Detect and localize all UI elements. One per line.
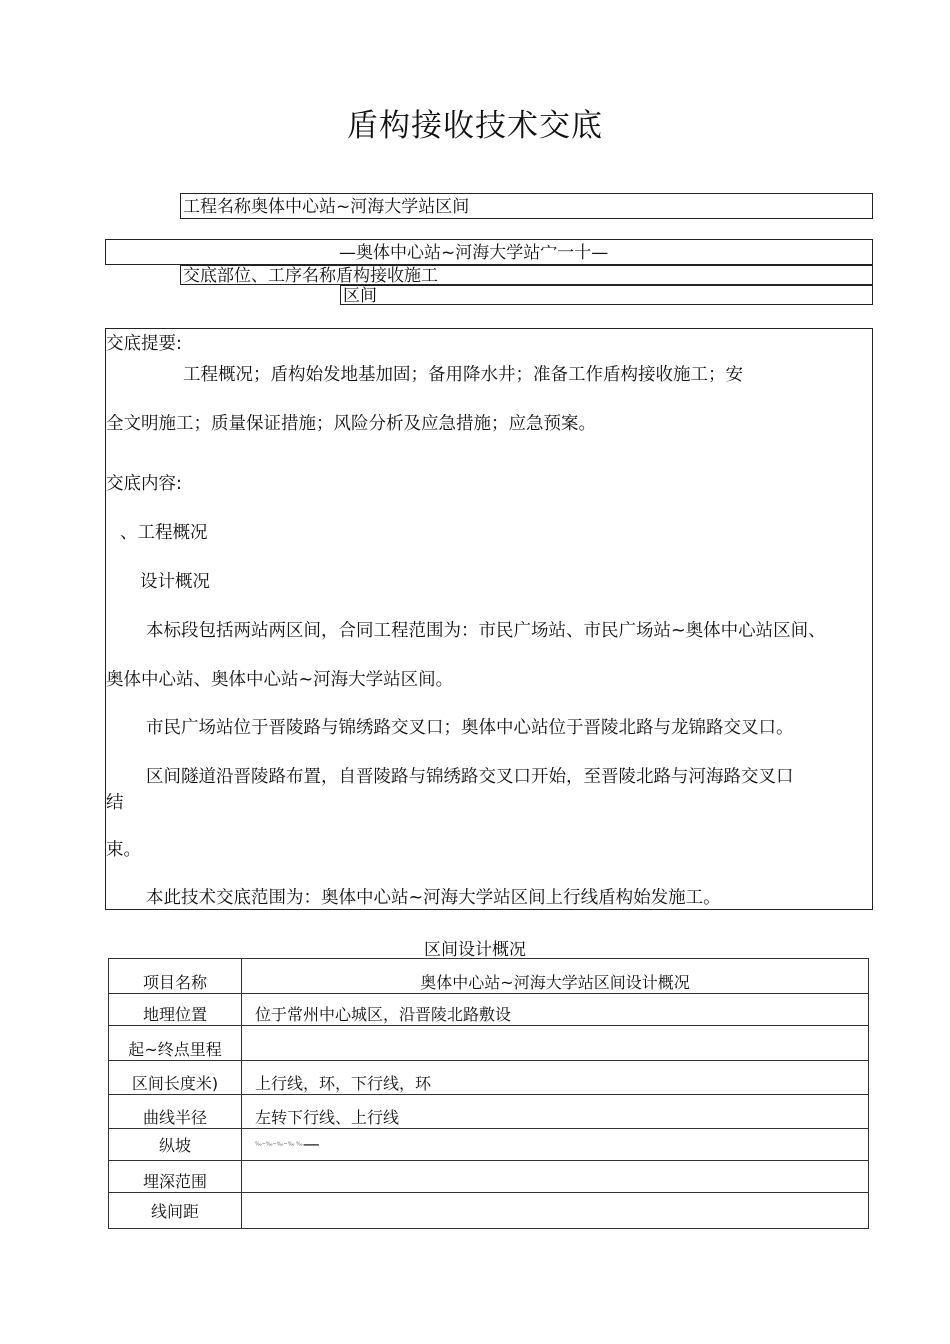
table-key: 纵坡 bbox=[109, 1129, 242, 1161]
paragraph-3-line-2: 结 bbox=[106, 793, 124, 813]
disclosure-content-box bbox=[105, 328, 873, 910]
table-key: 地理位置 bbox=[109, 994, 242, 1026]
table-row bbox=[109, 1026, 869, 1061]
table-row bbox=[109, 1193, 869, 1229]
section-heading-design: 设计概况 bbox=[140, 572, 210, 592]
stations-text: —奥体中心站~河海大学站宀一十— bbox=[339, 243, 609, 263]
table-row bbox=[109, 1161, 869, 1193]
table-key: 线间距 bbox=[109, 1193, 242, 1229]
table-row bbox=[109, 1061, 869, 1095]
table-value bbox=[242, 1193, 869, 1229]
gradient-dash: — bbox=[302, 1134, 320, 1155]
paragraph-1-line-1: 本标段包括两站两区间，合同工程范围为：市民广场站、市民广场站~奥体中心站区间、 bbox=[146, 621, 826, 641]
table-key: 曲线半径 bbox=[109, 1095, 242, 1129]
summary-label: 交底提要: bbox=[106, 334, 182, 354]
summary-line-2: 全文明施工；质量保证措施；风险分析及应急措施；应急预案。 bbox=[106, 414, 596, 434]
paragraph-1-line-2: 奥体中心站、奥体中心站~河海大学站区间。 bbox=[106, 670, 454, 690]
section-heading-overview: 、工程概况 bbox=[120, 523, 208, 543]
table-value: 上行线，环，下行线，环 bbox=[242, 1061, 869, 1095]
paragraph-3-line-1: 区间隧道沿晋陵路布置，自晋陵路与锦绣路交叉口开始，至晋陵北路与河海路交叉口 bbox=[146, 767, 794, 787]
disclosure-part-text: 交底部位、工序名称盾构接收施工 bbox=[183, 266, 438, 286]
project-name-text: 工程名称奥体中心站~河海大学站区间 bbox=[183, 197, 470, 217]
table-key: 项目名称 bbox=[109, 959, 242, 994]
document-title: 盾构接收技术交底 bbox=[347, 108, 603, 144]
stations-row bbox=[105, 239, 873, 265]
table-row bbox=[109, 1095, 869, 1129]
paragraph-4: 本此技术交底范围为：奥体中心站~河海大学站区间上行线盾构始发施工。 bbox=[146, 888, 721, 908]
table-key: 埋深范围 bbox=[109, 1161, 242, 1193]
table-row bbox=[109, 1129, 869, 1161]
table-caption: 区间设计概况 bbox=[424, 940, 526, 960]
table-key: 起~终点里程 bbox=[109, 1026, 242, 1061]
table-value: 奥体中心站~河海大学站区间设计概况 bbox=[242, 959, 869, 994]
section-text: 区间 bbox=[343, 286, 377, 306]
table-row bbox=[109, 959, 869, 994]
gradient-small-text: ‰~‰~‰~‰ ‰ bbox=[255, 1141, 303, 1148]
design-overview-table bbox=[108, 958, 869, 1229]
summary-line-1: 工程概况；盾构始发地基加固；备用降水井；准备工作盾构接收施工；安 bbox=[183, 365, 743, 385]
paragraph-2: 市民广场站位于晋陵路与锦绣路交叉口；奥体中心站位于晋陵北路与龙锦路交叉口。 bbox=[146, 718, 794, 738]
table-value-gradient bbox=[242, 1129, 869, 1161]
section-row bbox=[340, 285, 873, 305]
paragraph-3-line-3: 束。 bbox=[106, 840, 141, 860]
table-row bbox=[109, 994, 869, 1026]
table-value bbox=[242, 1161, 869, 1193]
content-label: 交底内容: bbox=[106, 474, 182, 494]
table-value: 位于常州中心城区，沿晋陵北路敷设 bbox=[242, 994, 869, 1026]
table-key: 区间长度米) bbox=[109, 1061, 242, 1095]
table-value: 左转下行线、上行线 bbox=[242, 1095, 869, 1129]
disclosure-part-row bbox=[180, 265, 873, 285]
project-name-row bbox=[180, 193, 873, 219]
table-value bbox=[242, 1026, 869, 1061]
